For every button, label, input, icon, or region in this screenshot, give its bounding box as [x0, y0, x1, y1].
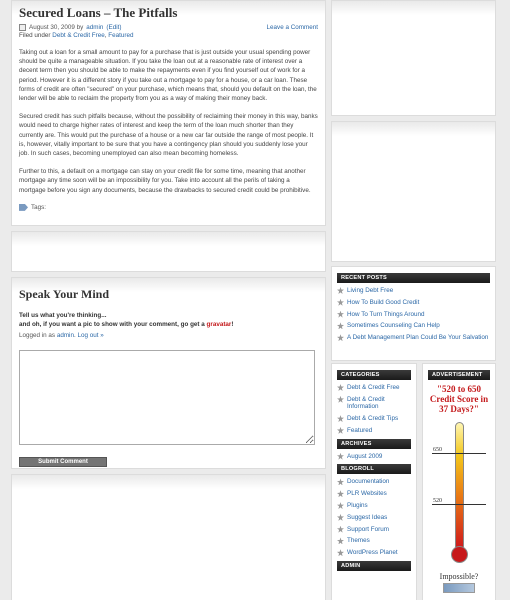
recent-post-link[interactable]: Living Debt Free — [347, 287, 394, 294]
comment-form-title: Speak Your Mind — [19, 287, 110, 301]
list-item — [337, 478, 411, 486]
list-item — [337, 415, 411, 423]
star-bullet-icon — [337, 514, 344, 521]
blogroll-link[interactable]: Plugins — [347, 502, 368, 510]
gravatar-prompt — [19, 320, 318, 329]
advertisement-panel — [422, 363, 496, 600]
edit-link[interactable]: (Edit) — [106, 24, 122, 31]
submit-comment-button[interactable]: Submit Comment — [19, 457, 107, 467]
comment-form-panel — [11, 277, 326, 469]
list-item — [337, 311, 490, 319]
tags-row — [19, 204, 318, 211]
list-item — [337, 299, 490, 307]
categories-list — [337, 384, 411, 434]
recent-post-link[interactable]: How To Turn Things Around — [347, 310, 425, 318]
star-bullet-icon — [337, 299, 344, 306]
category-link-debt-credit-free[interactable]: Debt & Credit Free — [52, 32, 105, 39]
thermometer-tube — [455, 422, 464, 554]
blogroll-link[interactable]: Suggest Ideas — [347, 513, 388, 521]
post-byline — [19, 24, 121, 31]
star-bullet-icon — [337, 490, 344, 497]
blogroll-link[interactable]: Documentation — [347, 478, 390, 486]
category-link[interactable]: Debt & Credit Tips — [347, 415, 399, 423]
tick-label-650: 650 — [433, 447, 442, 453]
recent-post-link[interactable]: How To Build Good Credit — [347, 298, 420, 306]
category-link-featured[interactable]: Featured — [108, 32, 134, 39]
post-paragraph-3: Further to this, a default on a mortgage can stay on your credit file for some time, meaning that another mortgage any time soon will be an impossibility for you. Take into account all the perils of taking a mortgage before you sign any documents, because the drawbacks to secured credit could be prohibitive. — [19, 168, 311, 194]
recent-posts-list — [337, 287, 490, 342]
star-bullet-icon — [337, 287, 344, 294]
logout-link[interactable]: Log out » — [77, 332, 104, 339]
gravatar-prompt-text: and oh, if you want a pic to show with your comment, go get a — [19, 321, 207, 328]
star-bullet-icon — [337, 334, 344, 341]
archive-link[interactable]: August 2009 — [347, 452, 383, 460]
tick-520 — [432, 504, 486, 505]
gravatar-suffix: ! — [231, 321, 234, 328]
post-title[interactable]: Secured Loans – The Pitfalls — [19, 5, 178, 20]
star-bullet-icon — [337, 453, 344, 460]
advertisement-heading: ADVERTISEMENT — [428, 370, 490, 380]
list-item — [337, 490, 411, 498]
list-item — [337, 514, 411, 522]
comment-prompt: Tell us what you're thinking... — [19, 312, 107, 319]
comment-textarea[interactable] — [19, 350, 315, 445]
recent-posts-panel — [331, 266, 496, 361]
list-item — [337, 287, 490, 295]
list-item — [337, 526, 411, 534]
star-bullet-icon — [337, 526, 344, 533]
thermometer-bulb — [451, 546, 468, 563]
archives-list — [337, 453, 411, 461]
logged-in-line — [19, 331, 318, 340]
leave-comment-link[interactable]: Leave a Comment — [266, 24, 318, 31]
list-item — [337, 453, 411, 461]
star-bullet-icon — [337, 537, 344, 544]
star-bullet-icon — [337, 415, 344, 422]
list-item — [337, 396, 411, 411]
post-meta — [19, 24, 318, 31]
post-paragraph-2: Secured credit has such pitfalls because, without the possibility of reclaiming their money in this way, banks would need to charge higher rates of interest and keep the term of the loan much shorter than they currently are. This would put the purchase of a house or a new car far outside the range of most people. It is, however, vitally important to be sure that you have a contingency plan should you suddenly lose your job. In such cases, becoming unemployed can also mean becoming homeless. — [19, 113, 318, 158]
author-link[interactable]: admin — [86, 24, 104, 31]
category-link[interactable]: Debt & Credit Free — [347, 384, 400, 391]
star-bullet-icon — [337, 549, 344, 556]
star-bullet-icon — [337, 396, 344, 403]
post-paragraph-1: Taking out a loan for a small amount to pay for a purchase that is just outside your usual spending power should be quite a manageable situation. If you take the loan out at a reasonable rate of interest over a decent term then you should be able to make the repayments even if you find yourself out of work for a period. However it is a different story if you take out a mortgage to pay for a house, or a car loan. These forms of credit are often "secured" on your purchase, which means that, should you default on the loan, the lender will be able to reclaim the property from you as a way of making their money back. — [19, 49, 317, 103]
calendar-icon — [19, 24, 26, 31]
tick-650 — [432, 453, 486, 454]
gravatar-link[interactable]: gravatar — [206, 321, 232, 328]
blogroll-link[interactable]: WordPress Planet — [347, 549, 398, 557]
list-item — [337, 334, 490, 342]
recent-post-link[interactable]: A Debt Management Plan Could Be Your Salvation — [347, 334, 489, 342]
logged-in-user-link[interactable]: admin — [56, 332, 74, 339]
blogroll-link[interactable]: Support Forum — [347, 525, 389, 533]
filed-under — [19, 32, 318, 39]
list-item — [337, 537, 411, 545]
narrow-sidebar-panel — [331, 363, 417, 600]
filed-label: Filed under — [19, 32, 53, 39]
tags-label: Tags: — [31, 203, 47, 211]
star-bullet-icon — [337, 322, 344, 329]
archives-heading: ARCHIVES — [337, 439, 411, 449]
star-bullet-icon — [337, 478, 344, 485]
star-bullet-icon — [337, 384, 344, 391]
star-bullet-icon — [337, 311, 344, 318]
blogroll-link[interactable]: Themes — [347, 537, 370, 545]
recent-posts-heading: RECENT POSTS — [337, 273, 490, 283]
blogroll-heading: BLOGROLL — [337, 464, 411, 474]
credit-score-ad[interactable] — [428, 384, 490, 593]
logged-in-separator: . — [73, 332, 78, 339]
list-item — [337, 322, 490, 330]
tag-icon — [19, 204, 28, 211]
post-panel — [11, 0, 326, 226]
sidebar-top-panel — [331, 0, 496, 116]
ad-impossible-text: Impossible? — [439, 572, 479, 581]
category-link[interactable]: Featured — [347, 426, 373, 434]
list-item — [337, 384, 411, 392]
star-bullet-icon — [337, 427, 344, 434]
ad-headline: "520 to 650 Credit Score in 37 Days?" — [429, 384, 489, 414]
category-separator: , — [104, 32, 109, 39]
list-item — [337, 427, 411, 435]
logged-in-label: Logged in as — [19, 332, 57, 339]
tick-label-520: 520 — [433, 498, 442, 504]
recent-post-link[interactable]: Sometimes Counseling Can Help — [347, 322, 440, 330]
credit-cards-image — [443, 583, 475, 593]
list-item — [337, 549, 411, 557]
categories-heading: CATEGORIES — [337, 370, 411, 380]
footer-left-panel — [11, 474, 326, 600]
admin-heading: ADMIN — [337, 561, 411, 571]
ad-strip-panel — [11, 231, 326, 272]
blogroll-list — [337, 478, 411, 556]
thermometer-graphic — [428, 420, 492, 570]
star-bullet-icon — [337, 502, 344, 509]
post-date: August 30, 2009 by — [29, 24, 84, 31]
category-link[interactable]: Debt & Credit Information — [347, 395, 385, 411]
list-item — [337, 502, 411, 510]
post-body — [19, 48, 318, 195]
blogroll-link[interactable]: PLR Websites — [347, 490, 387, 498]
sidebar-middle-panel — [331, 121, 496, 262]
